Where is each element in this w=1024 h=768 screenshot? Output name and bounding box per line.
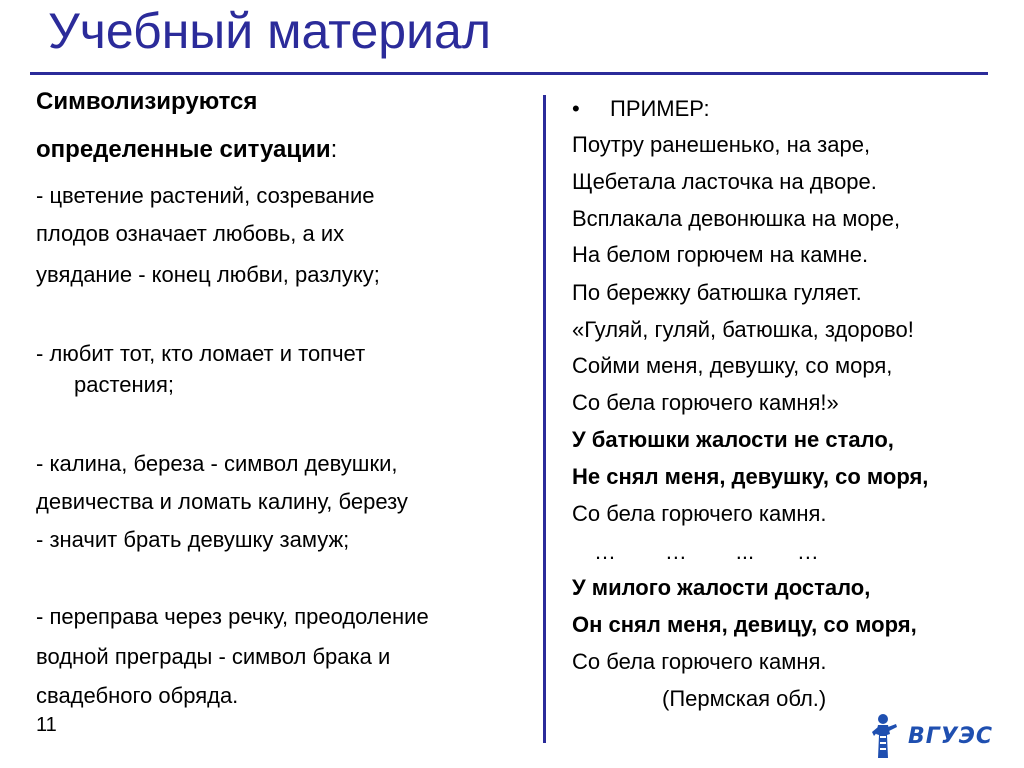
column-divider [543,95,546,743]
poem-line-15: Со бела горючего камня. [572,649,827,674]
poem-line-4: На белом горючем на камне. [572,242,869,267]
poem-line-7: Сойми меня, девушку, со моря, [572,353,893,378]
poem-line-6: «Гуляй, гуляй, батюшка, здорово! [572,317,914,342]
poem-line-11: Со бела горючего камня. [572,501,827,526]
left-heading-colon: : [330,136,338,163]
left-p2-line1: - любит тот, кто ломает и топчет [36,341,366,366]
university-logo [866,712,996,762]
left-p4-line3: свадебного обряда. [36,683,239,708]
poem-line-13: У милого жалости достало, [572,575,871,600]
poem-line-2: Щебетала ласточка на дворе. [572,169,877,194]
poem-line-5: По бережку батюшка гуляет. [572,280,862,305]
title-underline [30,72,988,75]
poem-ellipsis: … … ... … [594,539,819,564]
bullet-icon: • [572,96,580,121]
left-p1-line1: - цветение растений, созревание [36,183,375,208]
left-p2-line2: растения; [74,372,174,397]
left-p3-line1: - калина, береза - символ девушки, [36,451,398,476]
poem-line-14: Он снял меня, девицу, со моря, [572,612,917,637]
left-p4-line2: водной преграды - символ брака и [36,644,391,669]
slide-number: 11 [36,714,57,736]
left-p3-line3: - значит брать девушку замуж; [36,527,350,552]
poem-line-1: Поутру ранешенько, на заре, [572,132,871,157]
poem-line-8: Со бела горючего камня!» [572,390,839,415]
example-label: ПРИМЕР: [610,96,710,121]
left-heading-text: определенные ситуации [36,136,331,163]
page-title: Учебный материал [48,3,492,59]
university-logo-text: ВГУЭС [908,724,994,749]
poem-line-10: Не снял меня, девушку, со моря, [572,464,929,489]
left-heading-line2 [36,136,337,164]
poem-line-3: Всплакала девонюшка на море, [572,206,901,231]
left-p4-line1: - переправа через речку, преодоление [36,604,429,629]
poem-line-9: У батюшки жалости не стало, [572,427,894,452]
left-p1-line2: плодов означает любовь, а их [36,221,345,246]
poem-source: (Пермская обл.) [662,686,827,711]
left-heading-line1: Символизируются [36,88,258,115]
left-p3-line2: девичества и ломать калину, березу [36,489,408,514]
left-p1-line3: увядание - конец любви, разлуку; [36,262,380,287]
